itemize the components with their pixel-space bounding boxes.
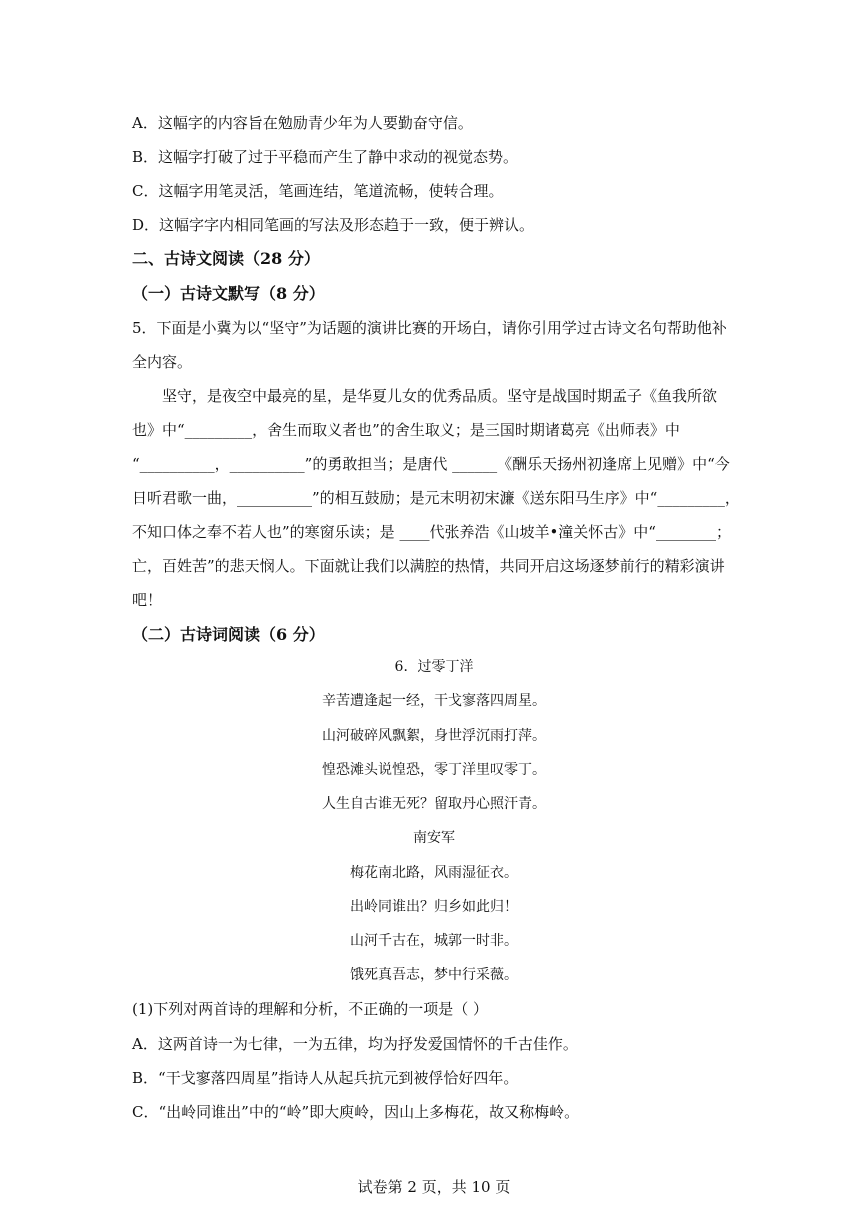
passage-line: 亡，百姓苦”的悲天悯人。下面就让我们以满腔的热情，共同开启这场逐梦前行的精彩演讲 xyxy=(132,557,725,575)
page-footer: 试卷第 2 页，共 10 页 xyxy=(357,1178,511,1196)
passage-line: 吧！ xyxy=(132,591,163,609)
poem-line: 山河破碎风飘絮，身世浮沉雨打萍。 xyxy=(322,728,546,744)
poem-line: 山河千古在，城郭一时非。 xyxy=(350,933,518,949)
section-heading: 二、古诗文阅读（28 分） xyxy=(132,249,320,268)
passage-line: “__________，__________”的勇敢担当；是唐代 ______《酬乐天扬州初逢席上见赠》中“今 xyxy=(132,455,730,473)
subsection-heading-poetry: （二）古诗词阅读（6 分） xyxy=(132,625,325,644)
option-c: C．这幅字用笔灵活，笔画连结，笔道流畅，使转合理。 xyxy=(132,182,504,200)
poem-line: 饿死真吾志，梦中行采薇。 xyxy=(350,967,518,983)
subsection-heading-recitation: （一）古诗文默写（8 分） xyxy=(132,284,325,303)
question-6-1-stem: (1)下列对两首诗的理解和分析，不正确的一项是（ ） xyxy=(132,1000,489,1018)
question-5-stem: 5．下面是小冀为以“坚守”为话题的演讲比赛的开场白，请你引用学过古诗文名句帮助他补 xyxy=(132,319,727,337)
poem-title: 南安军 xyxy=(413,830,455,846)
passage-line: 不知口体之奉不若人也”的寒窗乐读；是 ____代张养浩《山坡羊•潼关怀古》中“________； xyxy=(132,523,731,541)
poem-line: 梅花南北路，风雨湿征衣。 xyxy=(350,865,518,881)
option-c: C．“出岭同谁出”中的“岭”即大庾岭，因山上多梅花，故又称梅岭。 xyxy=(132,1103,580,1121)
option-b: B．“干戈寥落四周星”指诗人从起兵抗元到被俘恰好四年。 xyxy=(132,1069,519,1087)
option-d: D．这幅字字内相同笔画的写法及形态趋于一致，便于辨认。 xyxy=(132,216,535,234)
passage-line: 也》中“_________，舍生而取义者也”的舍生取义；是三国时期诸葛亮《出师表》中 xyxy=(132,421,680,439)
poem-title: 6．过零丁洋 xyxy=(394,659,474,675)
poem-line: 辛苦遭逢起一经，干戈寥落四周星。 xyxy=(322,693,546,709)
passage-line: 坚守，是夜空中最亮的星，是华夏儿女的优秀品质。坚守是战国时期孟子《鱼我所欲 xyxy=(162,387,718,405)
option-a: A．这幅字的内容旨在勉励青少年为人要勤奋守信。 xyxy=(132,114,473,132)
passage-line: 日听君歌一曲，__________”的相互鼓励；是元末明初宋濂《送东阳马生序》中“_________， xyxy=(132,489,740,507)
poem-line: 人生自古谁无死？留取丹心照汗青。 xyxy=(322,796,546,812)
option-a: A．这两首诗一为七律，一为五律，均为抒发爱国情怀的千古佳作。 xyxy=(132,1035,578,1053)
poem-line: 出岭同谁出？归乡如此归！ xyxy=(350,899,518,915)
question-5-stem-cont: 全内容。 xyxy=(132,353,193,371)
option-b: B．这幅字打破了过于平稳而产生了静中求动的视觉态势。 xyxy=(132,148,519,166)
poem-line: 惶恐滩头说惶恐，零丁洋里叹零丁。 xyxy=(322,762,546,778)
